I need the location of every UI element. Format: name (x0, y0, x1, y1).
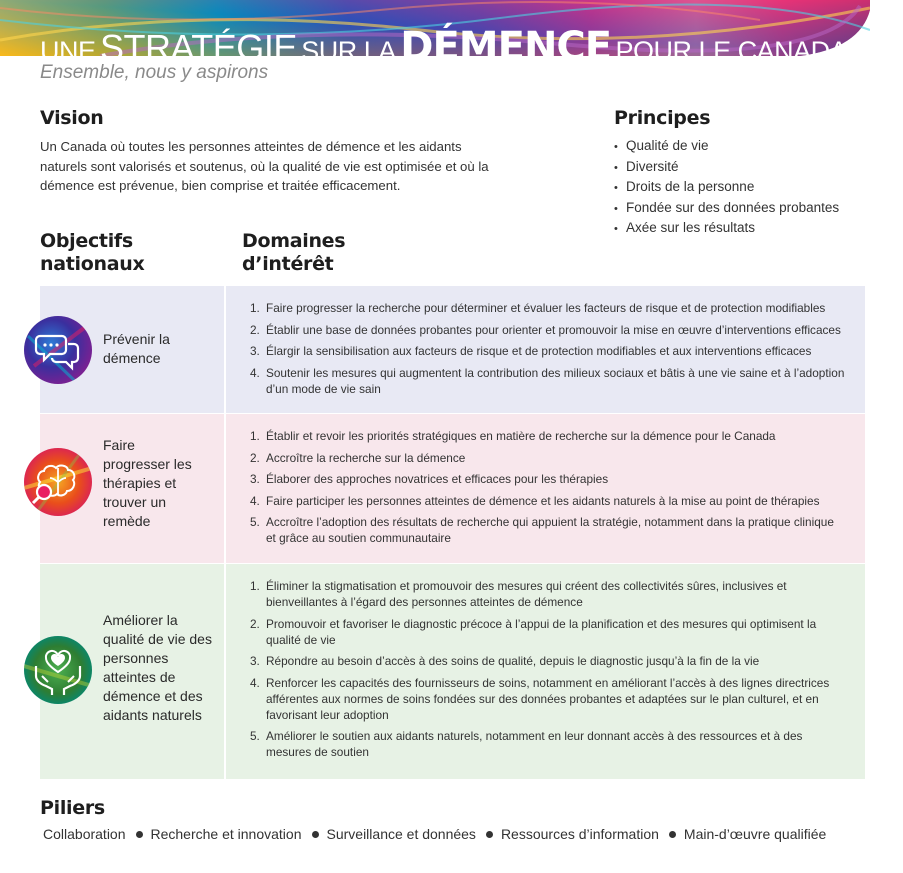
principe-item: • Axée sur les résultats (614, 220, 839, 241)
domaines-cell (226, 286, 865, 413)
list-item: 2. Promouvoir et favoriser le diagnostic précoce à l’appui de la planification et des mesures qui optimisent la qualité de vie (250, 616, 817, 647)
list-item: 4. Faire participer les personnes atteintes de démence et les aidants naturels à la mise au point de thérapies (250, 493, 820, 508)
list-item: 3. Élargir la sensibilisation aux facteurs de risque et de protection modifiables et aux interventions efficaces (250, 344, 812, 358)
list-item: 3. Élaborer des approches novatrices et efficaces pour les thérapies (250, 472, 609, 486)
principe-item: • Qualité de vie (614, 138, 839, 159)
title-part-une: UNE (40, 36, 96, 66)
bullet-dot (136, 831, 143, 838)
pilier-item: Main-d’œuvre qualifiée (683, 826, 827, 842)
page-subtitle: Ensemble, nous y aspirons (40, 62, 269, 83)
principe-item: • Fondée sur des données probantes (614, 200, 839, 221)
vision-text: Un Canada où toutes les personnes atteintes de démence et les aidants naturels sont valorisés et soutenus, où la qualité de vie est optimisée et où la démence est prévenue, bien comprise et traitée efficacement. (40, 139, 489, 193)
list-item: 2. Accroître la recherche sur la démence (250, 450, 466, 465)
domaines-list (250, 428, 845, 552)
list-item: 5. Accroître l’adoption des résultats de recherche qui appuient la stratégie, notamment dans la pratique clinique et grâce au soutien communautaire (250, 515, 834, 545)
domaines-cell (226, 414, 865, 563)
vision-heading: Vision (40, 107, 104, 129)
bullet-dot (669, 831, 676, 838)
domaines-cell (226, 564, 865, 779)
list-item: 2. Établir une base de données probantes pour orienter et promouvoir la mise en œuvre d’interventions efficaces (250, 322, 841, 337)
objectifs-heading: Objectifs nationaux (40, 230, 145, 275)
title-part-pour-le-canada: POUR LE CANADA (615, 36, 848, 66)
title-part-demence: DÉMENCE (400, 24, 612, 70)
speech-bubbles-icon (24, 316, 92, 384)
bullet-dot (312, 831, 319, 838)
pilier-item: Collaboration (43, 826, 126, 842)
objective-cell (40, 564, 224, 779)
bullet-dot (486, 831, 493, 838)
principe-item: • Droits de la personne (614, 179, 839, 200)
list-item: 5. Améliorer le soutien aux aidants naturels, notamment en leur donnant accès à des ressources et à des mesures de soutien (250, 729, 803, 759)
objective-row-therapies (40, 414, 865, 563)
domaines-heading: Domaines d’intérêt (242, 230, 346, 275)
title-part-strategie: STRATÉGIE (99, 27, 297, 68)
title-part-sur-la: SUR LA (301, 36, 396, 66)
objective-row-qualite-de-vie (40, 564, 865, 779)
objective-label: Prévenir la démence (103, 331, 170, 366)
brain-magnifier-icon (24, 448, 92, 516)
piliers-heading: Piliers (40, 797, 105, 819)
objective-label: Améliorer la qualité de vie des personnes atteintes de démence et des aidants naturels (103, 612, 212, 723)
objective-cell (40, 286, 224, 413)
hands-heart-icon (24, 636, 92, 704)
pilier-item: Ressources d’information (500, 826, 659, 842)
pilier-item: Recherche et innovation (150, 826, 302, 842)
list-item: 4. Soutenir les mesures qui augmentent la contribution des milieux sociaux et bâtis à une vie saine et à l’adoption d’un mode de vie sain (250, 365, 845, 396)
principe-item: • Diversité (614, 159, 839, 180)
list-item: 1. Faire progresser la recherche pour déterminer et évaluer les facteurs de risque et de protection modifiables (250, 301, 826, 315)
list-item: 3. Répondre au besoin d’accès à des soins de qualité, depuis le diagnostic jusqu’à la fin de la vie (250, 654, 760, 668)
principes-list (614, 138, 839, 241)
objective-label: Faire progresser les thérapies et trouver un remède (103, 437, 192, 529)
piliers-list (43, 826, 826, 842)
objective-cell (40, 414, 224, 563)
domaines-list (250, 300, 845, 402)
pilier-item: Surveillance et données (326, 826, 476, 842)
list-item: 4. Renforcer les capacités des fournisseurs de soins, notamment en améliorant l’accès à des lignes directrices afférentes aux normes de soins fondées sur des données probantes et adaptées sur le plan culturel, et en favorisant leur adoption (250, 675, 830, 722)
domaines-list (250, 578, 845, 766)
list-item: 1. Établir et revoir les priorités stratégiques en matière de recherche sur la démence pour le Canada (250, 429, 776, 443)
principes-heading: Principes (614, 107, 711, 129)
objective-row-prevenir (40, 286, 865, 413)
list-item: 1. Éliminer la stigmatisation et promouvoir des mesures qui créent des collectivités sûres, inclusives et bienveillantes à l’égard des personnes atteintes de démence (250, 579, 787, 609)
